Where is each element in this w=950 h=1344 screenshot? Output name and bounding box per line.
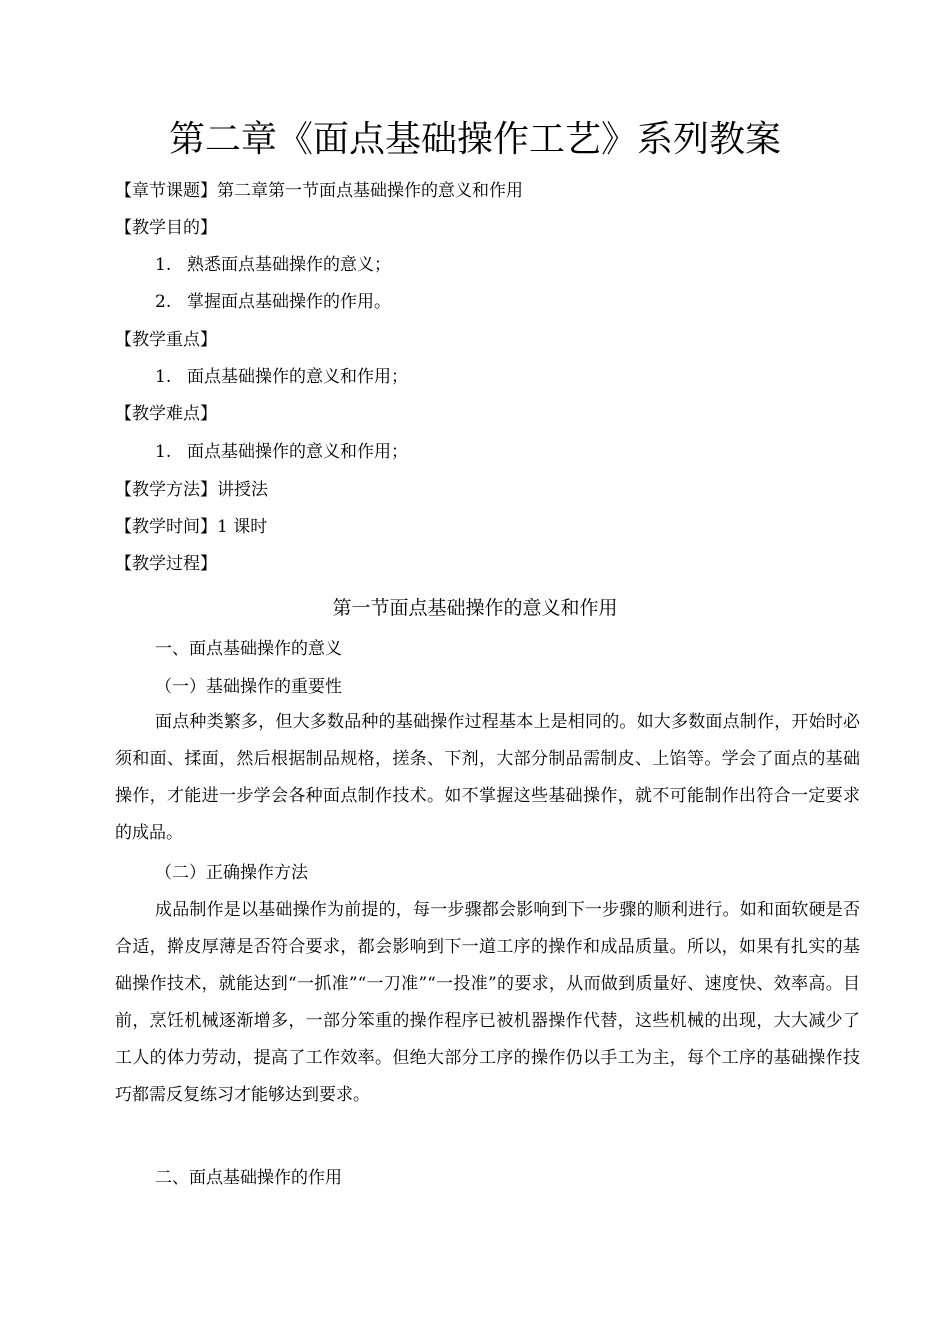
purpose-item bbox=[155, 253, 391, 277]
purpose-item-number: 2. bbox=[155, 292, 172, 312]
key-point-item bbox=[155, 365, 408, 389]
chapter-topic-row bbox=[115, 179, 523, 203]
difficulty-text: 面点基础操作的意义和作用； bbox=[187, 442, 408, 462]
difficulty-label: 【教学难点】 bbox=[115, 404, 217, 424]
purpose-label: 【教学目的】 bbox=[115, 218, 217, 238]
time-value: 1 课时 bbox=[217, 517, 268, 537]
time-label: 【教学时间】 bbox=[115, 517, 217, 537]
purpose-item-text: 掌握面点基础操作的作用。 bbox=[187, 292, 391, 312]
method-value: 讲授法 bbox=[217, 480, 268, 500]
difficulty-item bbox=[155, 440, 408, 464]
subheading-importance: （一）基础操作的重要性 bbox=[155, 677, 342, 697]
key-point-text: 面点基础操作的意义和作用； bbox=[187, 367, 408, 387]
chapter-topic-value: 第二章第一节面点基础操作的意义和作用 bbox=[217, 181, 523, 201]
process-label: 【教学过程】 bbox=[115, 554, 217, 574]
subheading-method: （二）正确操作方法 bbox=[155, 863, 308, 883]
key-point-number: 1. bbox=[155, 367, 172, 387]
heading-2: 二、面点基础操作的作用 bbox=[155, 1168, 342, 1188]
section-title: 第一节面点基础操作的意义和作用 bbox=[332, 597, 618, 619]
paragraph-importance: 面点种类繁多，但大多数品种的基础操作过程基本上是相同的。如大多数面点制作，开始时必须和面、揉面，然后根据制品规格，搓条、下剂，大部分制品需制皮、上馅等。学会了面点的基础操作，才能进一步学会各种面点制作技术。如不掌握这些基础操作，就不可能制作出符合一定要求的成品。 bbox=[115, 712, 860, 843]
document-title: 第二章《面点基础操作工艺》系列教案 bbox=[168, 119, 781, 160]
key-points-label: 【教学重点】 bbox=[115, 330, 217, 350]
heading-1: 一、面点基础操作的意义 bbox=[155, 639, 342, 659]
paragraph-method: 成品制作是以基础操作为前提的，每一步骤都会影响到下一步骤的顺利进行。如和面软硬是否合适，擀皮厚薄是否符合要求，都会影响到下一道工序的操作和成品质量。所以，如果有扎实的基础操作技术，就能达到“一抓准”“一刀准”“一投准”的要求，从而做到质量好、速度快、效率高。目前，烹饪机械逐渐增多，一部分笨重的操作程序已被机器操作代替，这些机械的出现，大大减少了工人的体力劳动，提高了工作效率。但绝大部分工序的操作仍以手工为主，每个工序的基础操作技巧都需反复练习才能够达到要求。 bbox=[115, 900, 860, 1105]
purpose-item-text: 熟悉面点基础操作的意义； bbox=[187, 255, 391, 275]
method-label: 【教学方法】 bbox=[115, 480, 217, 500]
purpose-item bbox=[155, 290, 391, 314]
difficulty-number: 1. bbox=[155, 442, 172, 462]
time-row bbox=[115, 515, 267, 539]
chapter-topic-label: 【章节课题】 bbox=[115, 181, 217, 201]
method-row bbox=[115, 478, 268, 502]
purpose-item-number: 1. bbox=[155, 255, 172, 275]
